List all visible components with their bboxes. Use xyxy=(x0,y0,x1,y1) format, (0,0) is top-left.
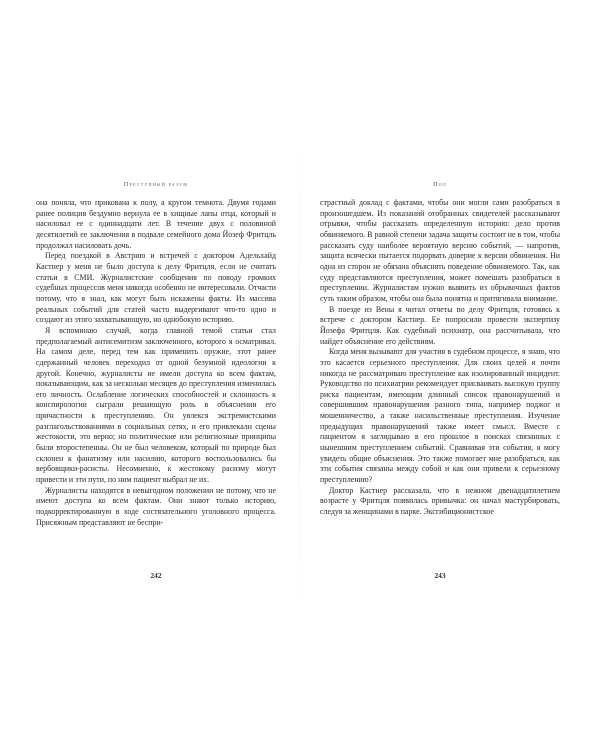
paragraph: Доктор Кастнер рассказала, что в нежном двенадцатилетнем возрасте у Фритцля появилась привычка: он начал мастурбировать, следуя за женщинами в парке. Эксгибиционистское xyxy=(320,485,560,517)
paragraph: страстный доклад с фактами, чтобы они могли сами разобраться в произошедшем. Из показаний отобранных свидетелей рассказывают отрывки, чтобы рассказать определенную историю: дело против обвиняемого. В равной степени задача защиты состоит не в том, чтобы рассказать суду наиболее вероятную версию событий, — напротив, защита всячески пытается подорвать доверие к версии обвинения. Ни одна из сторон не обязана объяснять поведение обвиняемого. Так, как суду представляются преступления, может помешать разобраться в преступлении. Журналистам нужно выявить из обрывочных фактов суть таким образом, чтобы она была понятна и притягивала внимание. xyxy=(320,198,560,303)
page-gutter xyxy=(299,150,300,600)
running-head-left: Преступный разум xyxy=(123,181,189,188)
paragraph: Я вспоминаю случай, когда главной темой статьи стал предполагаемый антисемитизм заключенного, которого я осматривал. На самом деле, перед тем как применить оружие, этот ранее сдержанный человек переходил от одной безумной идеологии к другой. Конечно, журналисты не имели доступа ко всем фактам, показывающим, как за несколько месяцев до преступления изменилась его личность. Ослабление логических способностей и склонность к конспирологии сыграли решающую роль в объяснении его причастности к преступлению. Он увлекся экстремистскими разглагольствованиями в социальных сетях, и его привлекали сцены жестокости, это верно; но политические или религиозные принципы были второстепенны. Он не был человеком, который по природе был склонен к фанатизму или насилию, которого воспользовались бы вербовщики-расисты. Несомненно, к жестокому расизму могут привести и эти пути, по ним пациент выбрал не их. xyxy=(36,325,276,485)
paragraph: Перед поездкой в Австрию и встречей с доктором Адельхайд Кастнер у меня не было доступа к делу Фритцля, если не считать статьи в СМИ. Журналистские сообщения по поводу громких судебных процессов меня никогда особенно не интересовали. Отчасти потому, что я знал, как могут быть искажены факты. Из массива реальных событий для статей часто выдергивают что-то одно и создают из этого захватывающую, но однобокую историю. xyxy=(36,251,276,325)
paragraph: В поезде из Вены я читал отчеты по делу Фритцля, готовясь к встрече с доктором Кастнер. Ее попросили провести экспертизу Йозефа Фритцля. Как судебный психиатр, она рассчитывала, что найдет объяснение его действиям. xyxy=(320,304,560,346)
left-page-text xyxy=(36,198,276,528)
running-head-right: Пол xyxy=(433,181,447,188)
paragraph: она поняла, что прикована к полу, а кругом темнота. Двумя годами ранее полиция бездумно вернула ее в хищные лапы отца, который и насиловал ее с одиннадцати лет. В течение двух с половиной десятилетий ее заключения в подвале семейного дома Йозеф Фритцль продолжал насиловать дочь. xyxy=(36,198,276,250)
page-number-right: 243 xyxy=(434,571,446,580)
paragraph: Журналисты находятся в невыгодном положении не потому, что не имеют доступа ко всем фактам. Они знают только историю, подкорректированную в ходе состязательного уголовного процесса. Присяжным представляют не беспри- xyxy=(36,485,276,527)
page-number-left: 242 xyxy=(150,571,162,580)
paragraph: Когда меня вызывают для участия в судебном процессе, я знаю, что это касается серьезного преступления. Для своих целей я почти никогда не рассматриваю преступление как изолированный инцидент. Руководство по психиатрии рекомендует присваивать высокую группу риска пациентам, имеющим длинный список правонарушений и совершившим правонарушения разного типа, например поджог и мошенничество, а также насильственные преступления. Изучение предыдущих правонарушений также имеет смысл. Вместе с пациентом я заглядываю в его прошлое в поисках связанных с нынешним преступлением событий. Сравнивая эти события, я могу увидеть общие объяснения. Это также помогает мне разобраться, как эти события связаны между собой и как они привели к серьезному преступлению? xyxy=(320,347,560,485)
right-page-text xyxy=(320,198,560,518)
